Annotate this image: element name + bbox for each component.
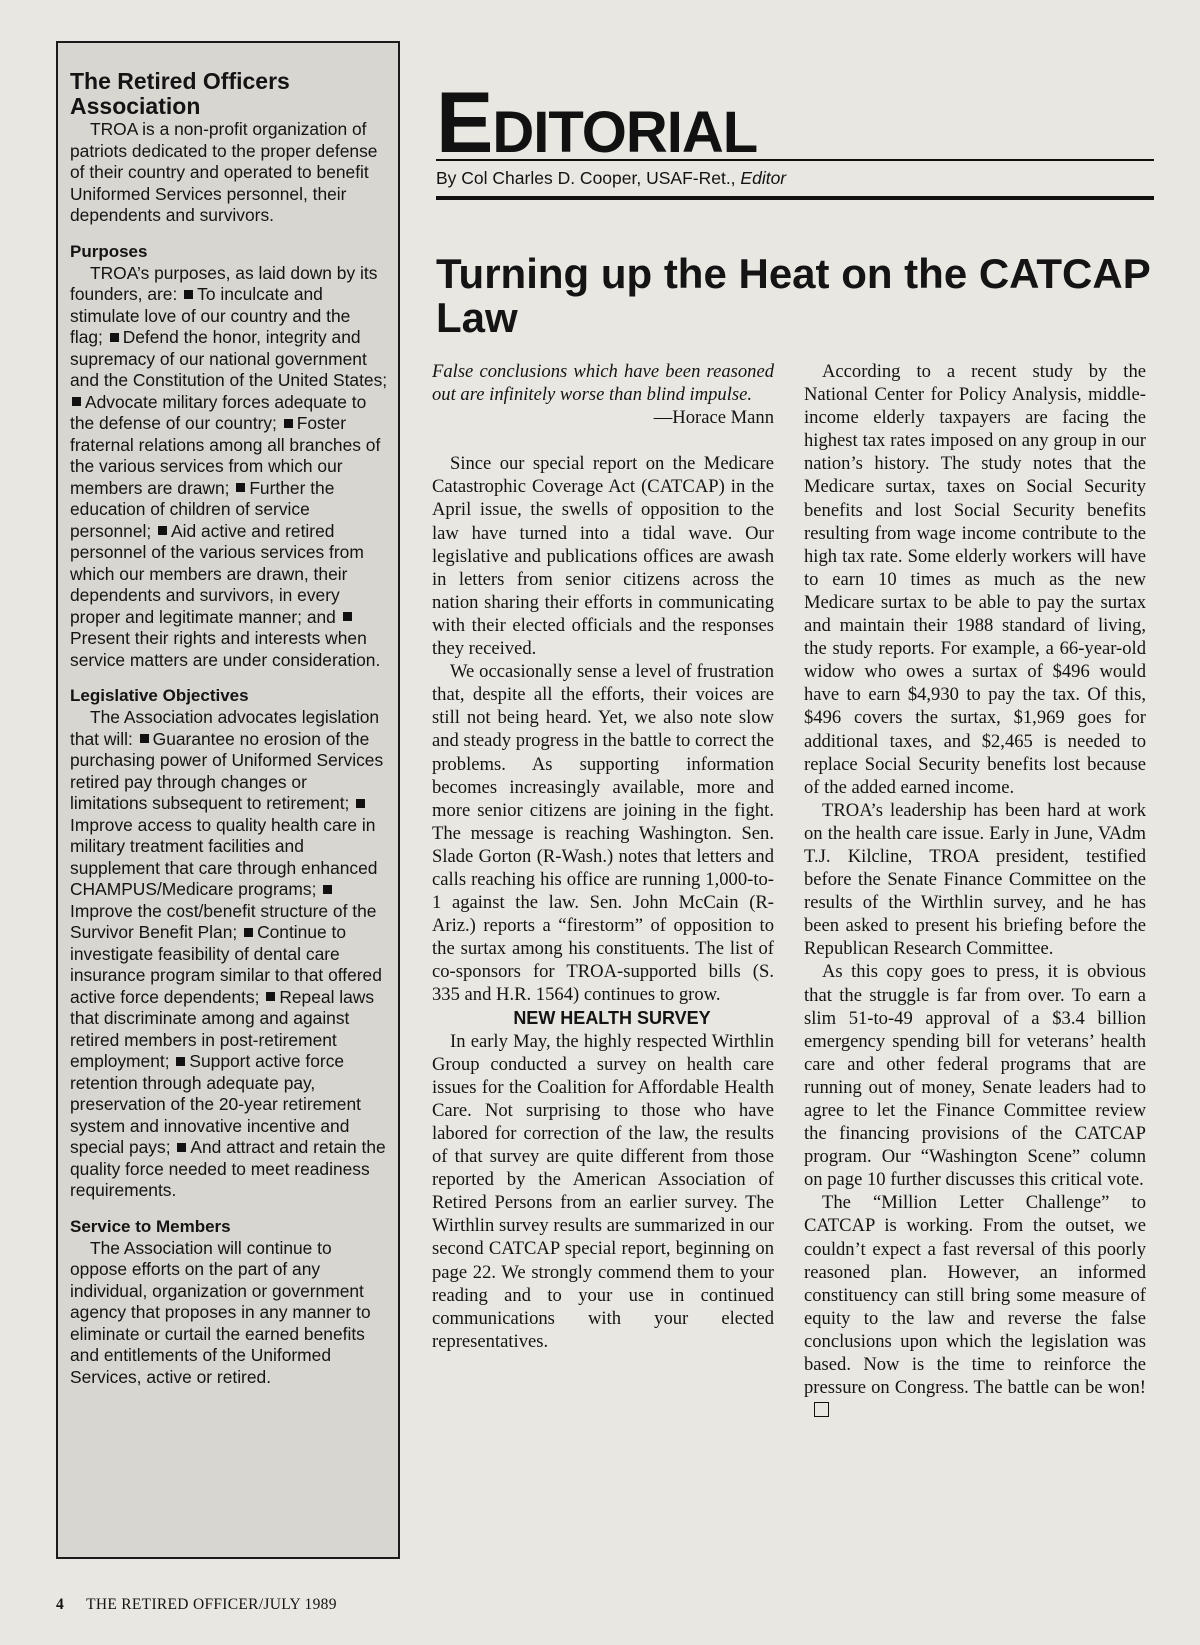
legislative-heading: Legislative Objectives [70, 686, 249, 705]
list-item: Repeal laws that discriminate among and against retired members in post-retirement employment; [70, 986, 375, 1071]
bullet-icon [110, 333, 119, 342]
col1-paragraph-1: Since our special report on the Medicare Catastrophic Coverage Act (CATCAP) in the April issue, the swells of opposition to the law have turned into a tidal wave. Our legislative and publications offices are awash in letters from senior citizens across the nation sharing their efforts in communicating with their elected officials and the responses they received. [432, 453, 774, 660]
list-item: Improve the cost/benefit structure of the Survivor Benefit Plan; [70, 900, 377, 942]
col1-paragraph-2: We occasionally sense a level of frustration that, despite all the efforts, their voices are still not being heard. Yet, we also note slow and steady progress in the battle to correct the problems. As supporting information becomes increasingly available, more and more senior citizens are joining in the fight. The message is reaching Washington. Sen. Slade Gorton (R-Wash.) notes that letters and calls reaching his office are running 1,000-to-1 against the law. Sen. John McCain (R-Ariz.) reports a “firestorm” of opposition to the surtax among his constituents. The list of co-sponsors for TROA-supported bills (S. 335 and H.R. 1564) continues to grow. [432, 661, 774, 1006]
page-footer [56, 1596, 337, 1614]
publication-line: THE RETIRED OFFICER/JULY 1989 [86, 1596, 337, 1613]
byline-role: Editor [740, 168, 787, 188]
list-item: Further the education of children of service personnel; [70, 477, 335, 541]
article-headline: Turning up the Heat on the CATCAP Law [436, 250, 1150, 341]
end-mark-icon [814, 1402, 829, 1417]
bullet-icon [323, 885, 332, 894]
title-drop-cap: E [436, 75, 493, 171]
byline-rule [436, 196, 1154, 200]
bullet-icon [284, 419, 293, 428]
bullet-icon [158, 526, 167, 535]
bullet-icon [140, 734, 149, 743]
epigraph-author: —Horace Mann [653, 407, 774, 429]
bullet-icon [236, 483, 245, 492]
col2-paragraph-1: According to a recent study by the National Center for Policy Analysis, middle-income elderly taxpayers are facing the highest tax rates imposed on any group in our nation’s history. The study notes that the Medicare surtax, taxes on Social Security benefits and lost Social Security benefits resulting from wage income contribute to the high tax rate. Some elderly workers will have to earn 10 times as much as the new Medicare surtax to be able to pay the surtax and maintain their 1988 standard of living, the study reports. For example, a 66-year-old widow who owes a surtax of $496 would have to earn $4,930 to pay the tax. Of this, $496 covers the surtax, $1,969 goes for additional taxes, and $2,465 is needed to replace Social Security benefits lost because of the added earned income. [804, 361, 1146, 798]
bullet-icon [176, 1057, 185, 1066]
legislative-lead: The Association advocates legislation that will: [70, 707, 380, 749]
col2-paragraph-2: TROA’s leadership has been hard at work on the health care issue. Early in June, VAdm T.J. Kilcline, TROA president, testified before the Senate Finance Committee on the results of the Wirthlin survey, and he has been asked to present his briefing before the Republican Research Committee. [804, 799, 1146, 960]
list-item: Advocate military forces adequate to the defense of our country; [70, 391, 367, 433]
bullet-icon [184, 290, 193, 299]
col1-paragraph-3: In early May, the highly respected Wirthlin Group conducted a survey on health care issues for the Coalition for Affordable Health Care. Not surprising to those who have labored for correction of the law, the results of that survey are quite different from those reported by the American Association of Retired Persons from an earlier survey. The Wirthlin survey results are summarized in our second CATCAP special report, beginning on page 22. We strongly commend them to your reading and to your use in continued communications with your elected representatives. [432, 1030, 774, 1352]
byline-name: By Col Charles D. Cooper, USAF-Ret., [436, 168, 736, 188]
list-item: Guarantee no erosion of the purchasing power of Uniformed Services retired pay through changes or limitations subsequent to retirement; [70, 728, 384, 813]
service-text: The Association will continue to oppose efforts on the part of any individual, organization or government agency that proposes in any manner to eliminate or curtail the earned benefits and entitlements of the Uniformed Services, active or retired. [70, 1237, 371, 1387]
list-item: Foster fraternal relations among all branches of the various services from which our members are drawn; [70, 413, 381, 498]
byline [436, 168, 786, 189]
purposes-list [70, 284, 387, 670]
list-item: Support active force retention through adequate pay, preservation of the 20-year retirement system and innovative incentive and special pays; [70, 1051, 361, 1157]
subhead-new-health-survey: NEW HEALTH SURVEY [513, 1007, 711, 1028]
purposes-lead: TROA’s purposes, as laid down by its founders, are: [70, 262, 378, 304]
bullet-icon [266, 992, 275, 1001]
bullet-icon [356, 799, 365, 808]
purposes-heading: Purposes [70, 241, 148, 261]
list-item: Continue to investigate feasibility of dental care insurance program similar to that offered active force dependents; [70, 922, 382, 1007]
editorial-title [436, 75, 758, 171]
bullet-icon [244, 928, 253, 937]
col2-paragraph-3: As this copy goes to press, it is obvious that the struggle is far from over. To earn a slim 51-to-49 approval of a $3.4 billion emergency spending bill for veterans’ health care and other federal programs that are running out of money, Senate leaders had to agree to let the Finance Committee review the financing provisions of the CATCAP program. Our “Washington Scene” column on page 10 further discusses this critical vote. [804, 961, 1146, 1191]
title-rest: DITORIAL [492, 100, 758, 165]
service-heading: Service to Members [70, 1216, 231, 1236]
list-item: Defend the honor, integrity and supremacy of our national government and the Constitution of the United States; [70, 327, 388, 390]
bullet-icon [72, 397, 81, 406]
purposes-text [70, 263, 388, 672]
troa-sidebar-box [56, 41, 400, 1559]
title-rule [436, 159, 1154, 161]
legislative-text [70, 707, 388, 1202]
sidebar-intro: TROA is a non-profit organization of patriots dedicated to the proper defense of their country and operated to benefit Uniformed Services personnel, their dependents and survivors. [70, 119, 378, 225]
list-item: Improve access to quality health care in military treatment facilities and supplement that care through enhanced CHAMPUS/Medicare programs; [70, 814, 378, 899]
list-item: Aid active and retired personnel of the various services from which our members are drawn, their dependents and survivors, in every proper and legitimate manner; and [70, 520, 364, 627]
list-item: Present their rights and interests when service matters are under consideration. [70, 628, 381, 670]
epigraph-quote: False conclusions which have been reasoned out are infinitely worse than blind impulse. [432, 361, 774, 406]
bullet-icon [177, 1143, 186, 1152]
page-number: 4 [56, 1596, 65, 1613]
legislative-list [70, 729, 386, 1201]
article-column-2 [804, 360, 1146, 1422]
sidebar-title: The Retired Officers Association [70, 68, 290, 119]
list-item: To inculcate and stimulate love of our country and the flag; [70, 284, 351, 347]
epigraph-spacer [432, 429, 774, 452]
col2-last-text: The “Million Letter Challenge” to CATCAP is working. From the outset, we couldn’t expect a fast reversal of this poorly reasoned plan. However, an informed constituency can still bring some measure of equity to the law and reverse the false conclusions upon which the legislation was based. Now is the time to reinforce the pressure on Congress. The battle can be won! [804, 1192, 1146, 1399]
article-column-1 [432, 360, 774, 1353]
col2-paragraph-4 [804, 1191, 1146, 1422]
list-item: And attract and retain the quality force needed to meet readiness requirements. [70, 1137, 386, 1200]
bullet-icon [343, 612, 352, 621]
